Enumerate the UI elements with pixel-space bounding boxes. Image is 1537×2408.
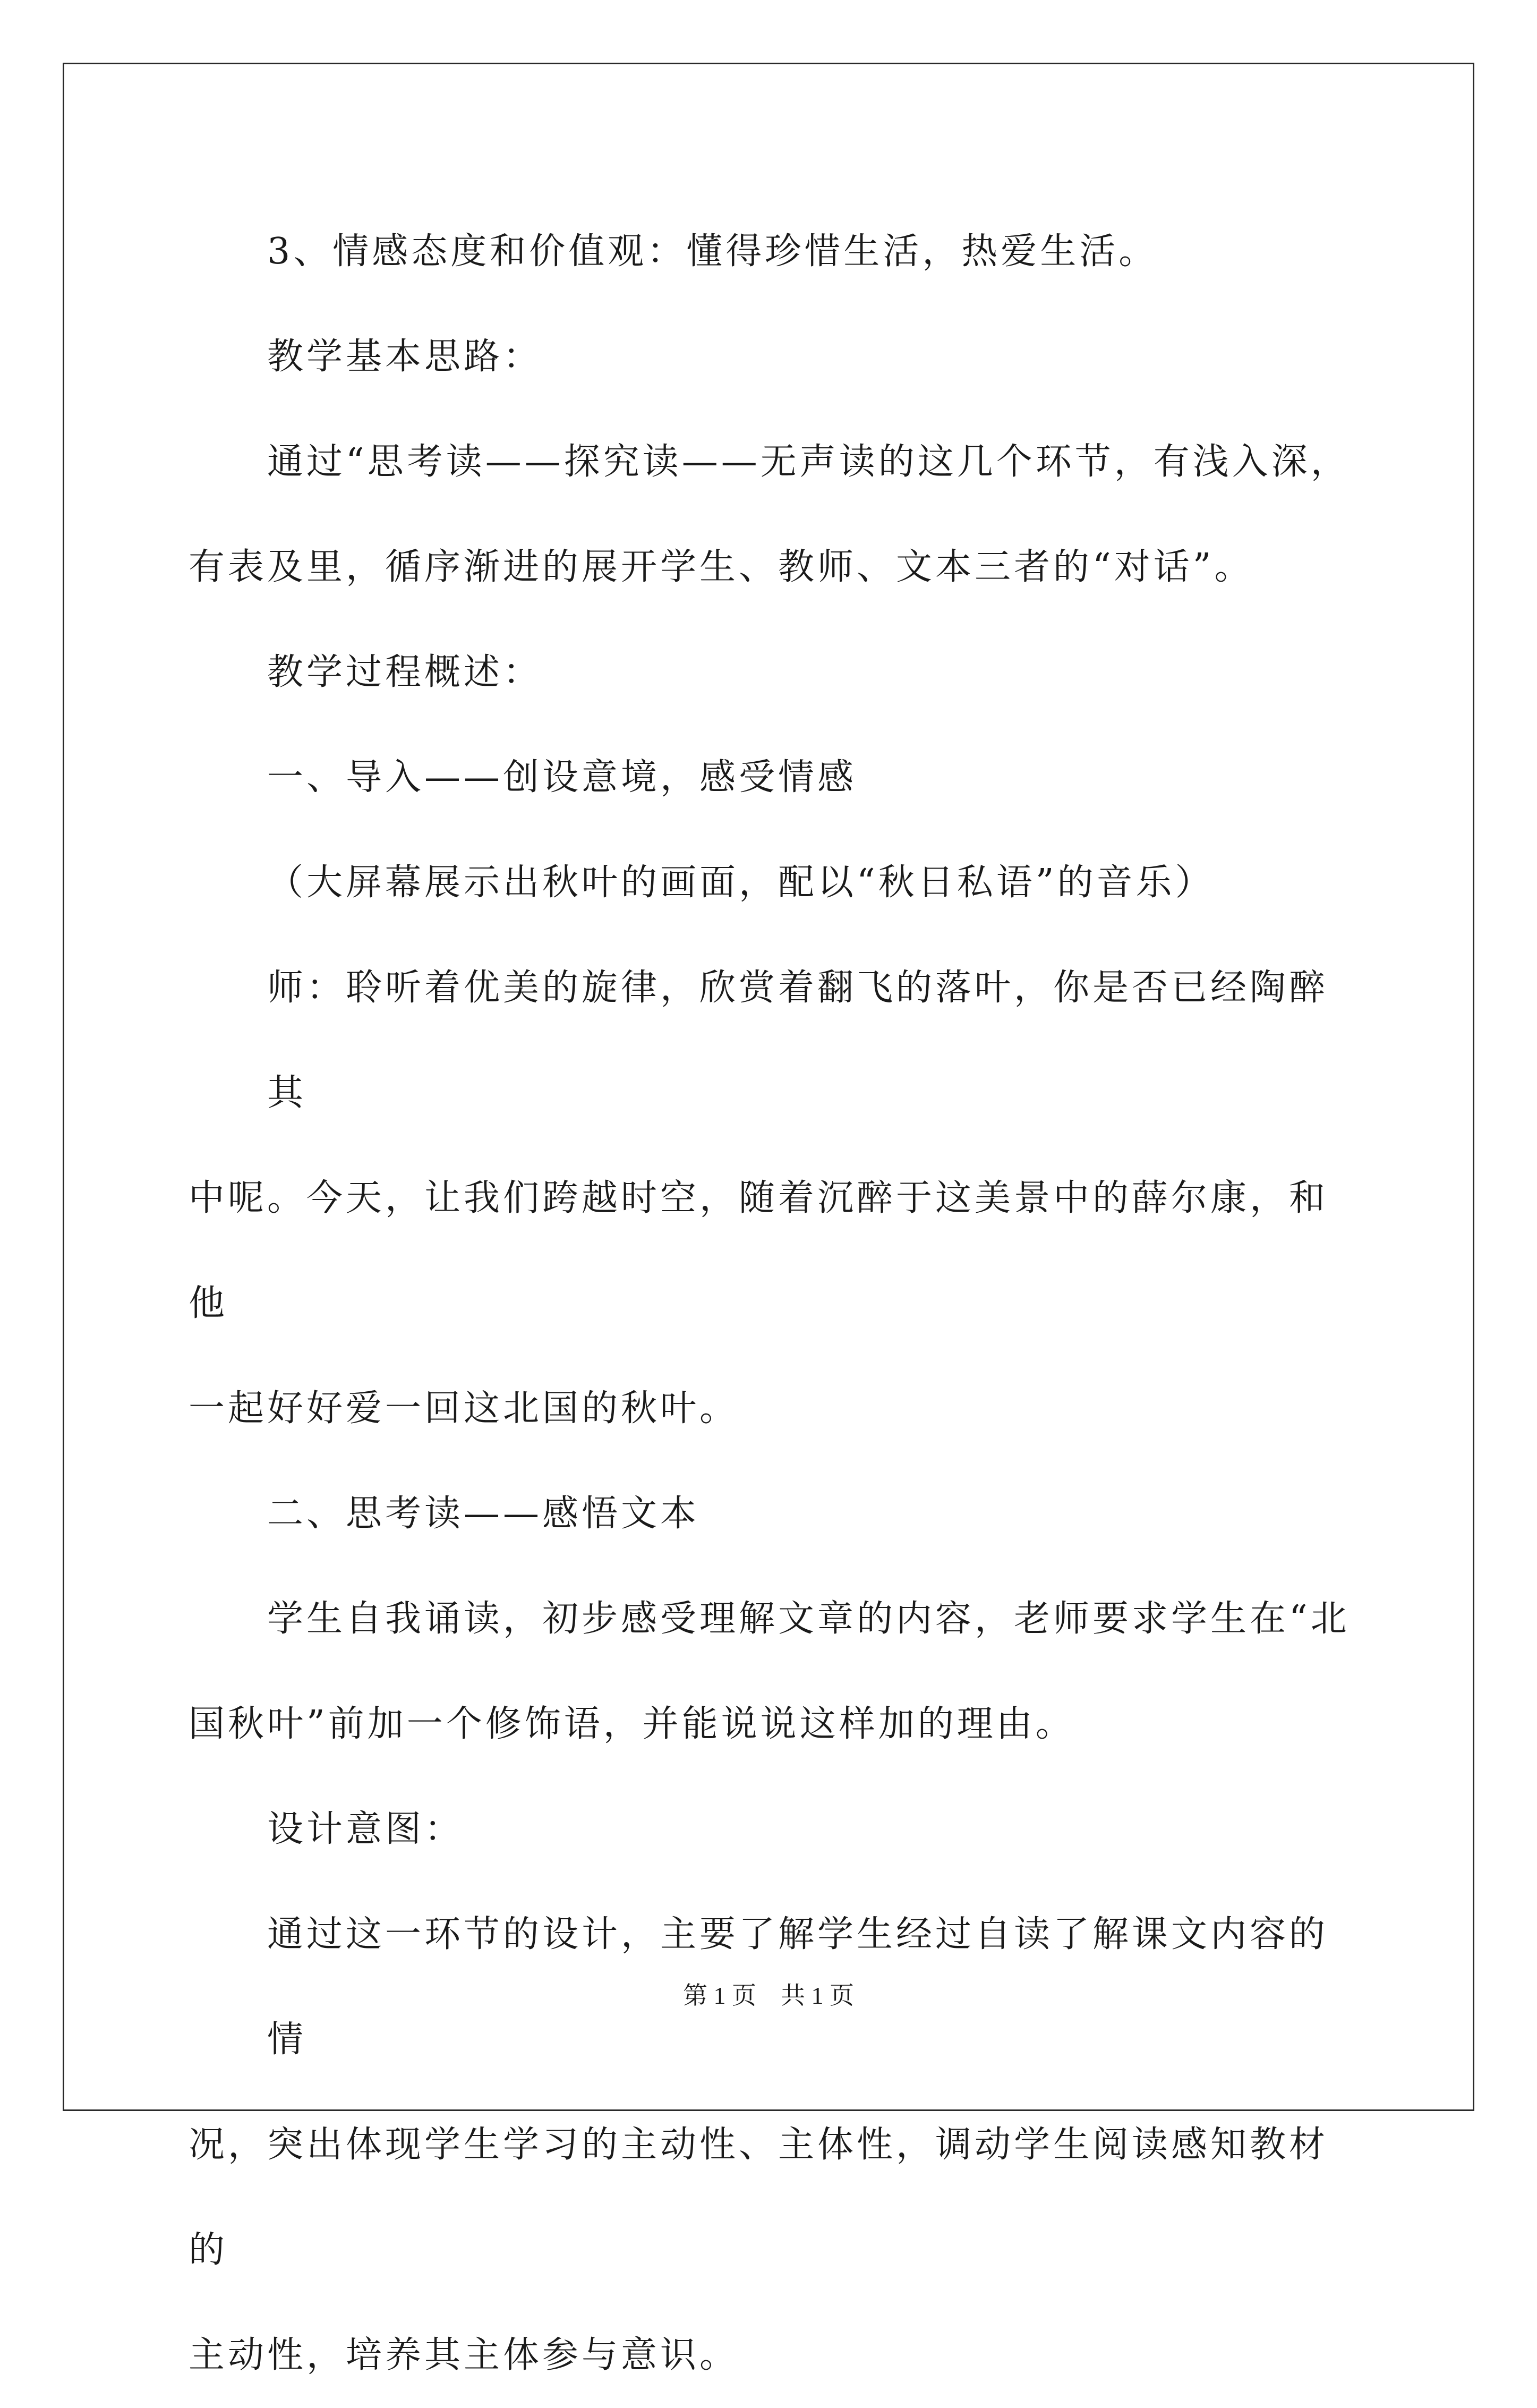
body-line: 主动性，培养其主体参与意识。 [189,2334,739,2376]
body-line: 中呢。今天，让我们跨越时空，随着沉醉于这美景中的薛尔康，和他 [189,1177,1329,1324]
body-line: 有表及里，循序渐进的展开学生、教师、文本三者的“对话”。 [189,546,1254,588]
body-line: 学生自我诵读，初步感受理解文章的内容，老师要求学生在“北 [267,1598,1350,1640]
body-line: （大屏幕展示出秋叶的画面，配以“秋日私语”的音乐） [267,862,1215,904]
page-number: 第 1 页 共 1 页 [683,1982,854,2009]
body-line: 通过这一环节的设计，主要了解学生经过自读了解课文内容的情 [267,1913,1329,2061]
section-heading: 一、导入——创设意境，感受情感 [267,756,857,798]
body-line: 设计意图： [267,1808,464,1850]
section-heading: 二、思考读——感悟文本 [267,1493,700,1535]
body-line: 师：聆听着优美的旋律，欣赏着翻飞的落叶，你是否已经陶醉其 [267,967,1329,1114]
body-line: 通过“思考读——探究读——无声读的这几个环节，有浅入深， [267,441,1350,483]
body-line: 教学基本思路： [267,336,543,378]
body-line: 况，突出体现学生学习的主动性、主体性，调动学生阅读感知教材的 [189,2124,1329,2271]
body-line: 一起好好爱一回这北国的秋叶。 [189,1388,739,1430]
body-line: 国秋叶”前加一个修饰语，并能说说这样加的理由。 [189,1703,1075,1745]
body-line: 教学过程概述： [267,651,543,693]
body-line: 3、情感态度和价值观：懂得珍惜生活，热爱生活。 [267,231,1158,273]
document-body [189,199,1352,2408]
